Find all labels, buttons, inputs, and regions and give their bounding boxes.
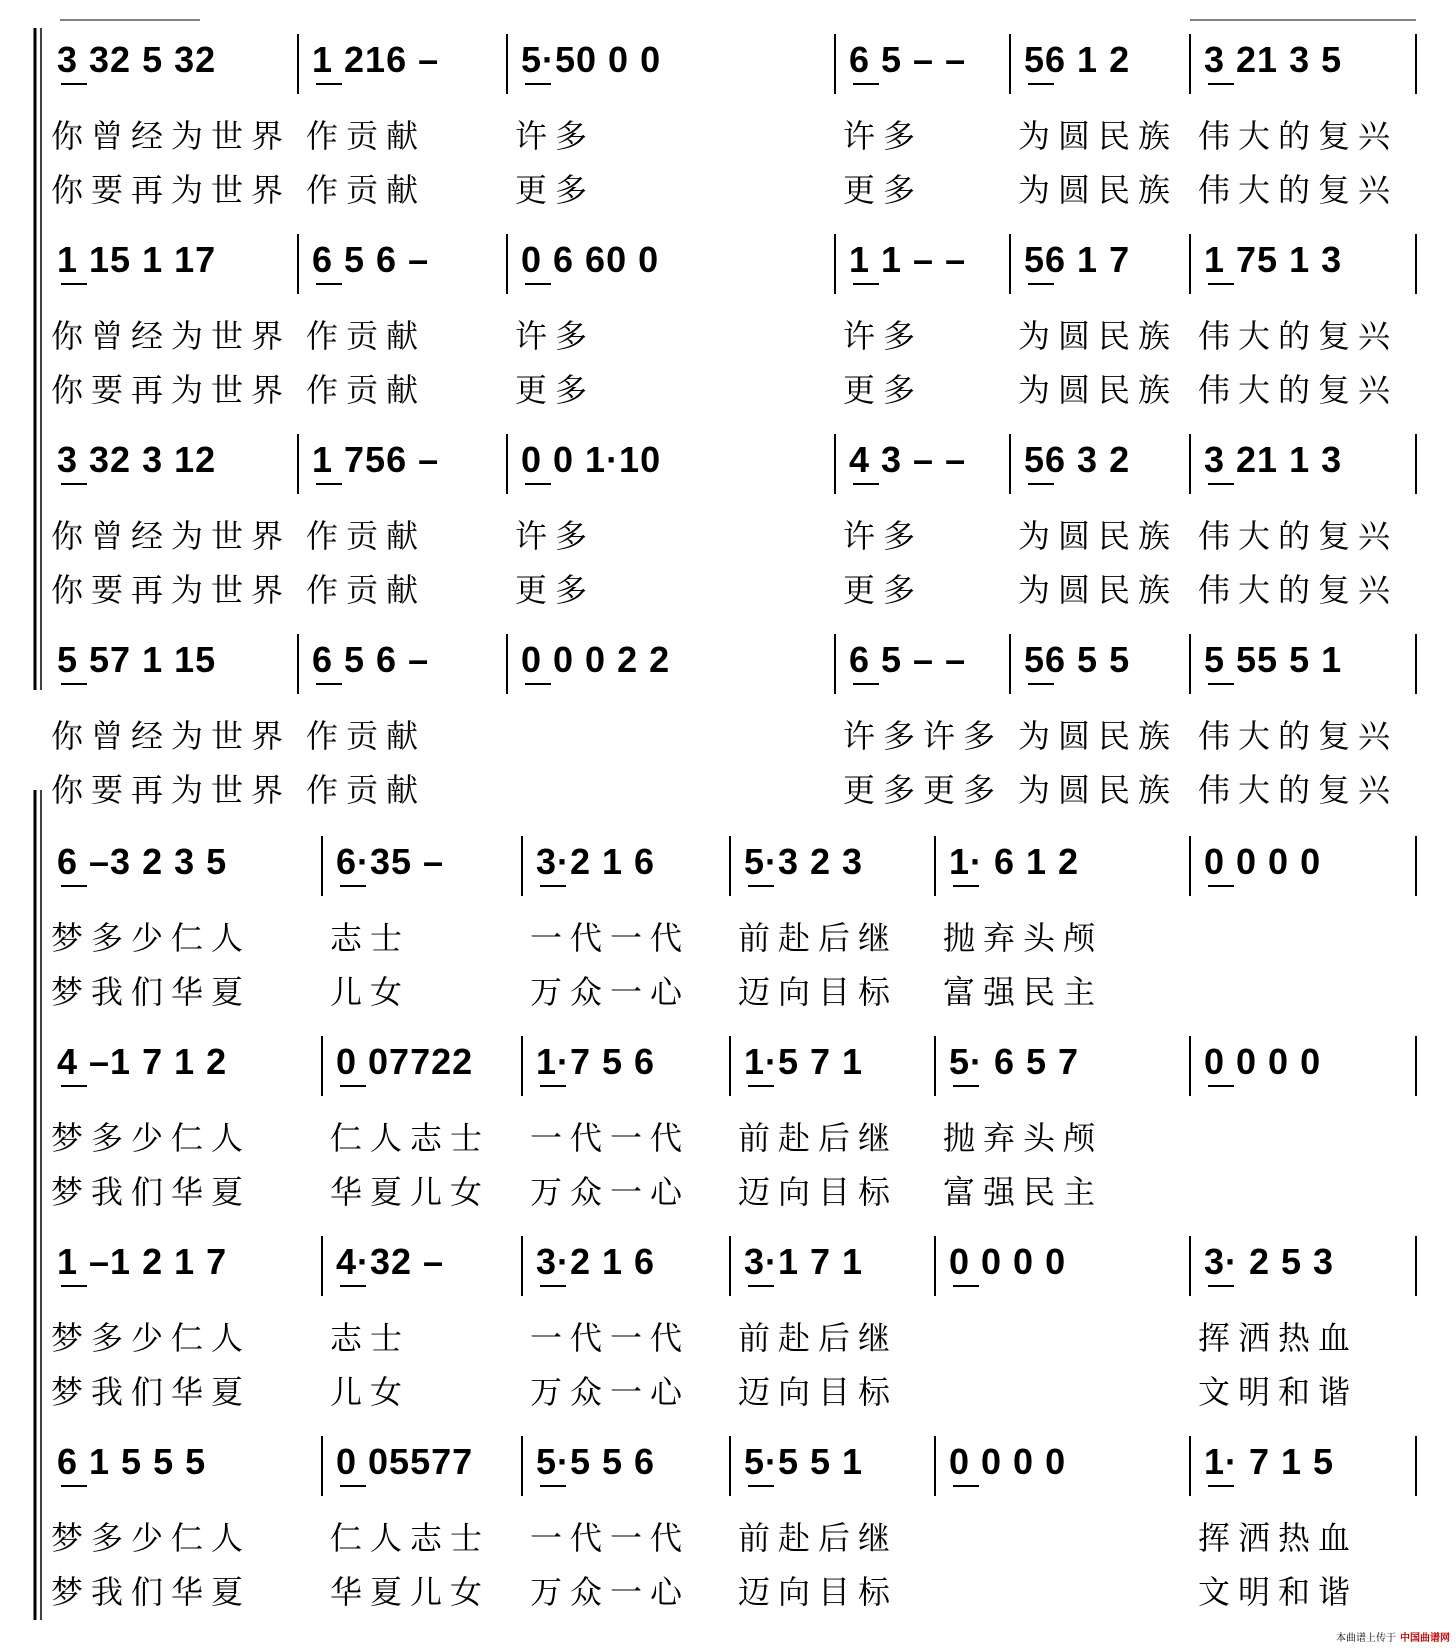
lyric-verse-1: 抛弃头颅	[943, 919, 1104, 957]
measure: 0 05577	[336, 1441, 474, 1482]
lyric-verse-1: 作贡献	[306, 117, 427, 155]
lyric-verse-2: 富强民主	[943, 1173, 1104, 1211]
lyric-verse-2: 作贡献	[306, 371, 427, 409]
lyric-verse-1: 许多	[515, 117, 596, 155]
measure: 1·7 5 6	[536, 1041, 656, 1082]
lyric-verse-2: 更多	[843, 171, 924, 209]
lyric-verse-2: 你要再为世界	[51, 571, 292, 609]
measure: 1 756 –	[312, 439, 440, 480]
measure: 5 55 5 1	[1204, 639, 1343, 680]
measure: 3·1 7 1	[744, 1241, 864, 1282]
lyric-verse-1: 梦多少仁人	[51, 1319, 252, 1357]
lyric-verse-1: 梦多少仁人	[51, 919, 252, 957]
lyric-verse-2: 华夏儿女	[330, 1173, 491, 1211]
lyric-verse-2: 迈向目标	[738, 1573, 899, 1611]
lyric-verse-2: 伟大的复兴	[1198, 371, 1399, 409]
measure: 1 –1 2 1 7	[57, 1241, 228, 1282]
lyric-verse-1: 一代一代	[530, 1519, 691, 1557]
lyric-verse-2: 梦我们华夏	[51, 1573, 252, 1611]
lyric-verse-1: 许多	[515, 317, 596, 355]
lyric-verse-1: 抛弃头颅	[943, 1119, 1104, 1157]
lyric-verse-1: 伟大的复兴	[1198, 517, 1399, 555]
lyric-verse-2: 文明和谐	[1198, 1573, 1359, 1611]
lyric-verse-1: 前赴后继	[738, 1519, 899, 1557]
measure: 6 5 6 –	[312, 639, 430, 680]
lyric-verse-1: 伟大的复兴	[1198, 717, 1399, 755]
measure: 6 5 6 –	[312, 239, 430, 280]
lyric-verse-2: 伟大的复兴	[1198, 771, 1399, 809]
measure: 0 0 0 0	[949, 1441, 1067, 1482]
lyric-verse-2: 迈向目标	[738, 973, 899, 1011]
lyric-verse-2: 更多	[843, 371, 924, 409]
site-logo: 中国曲谱网	[1400, 1633, 1450, 1644]
lyric-verse-1: 为圆民族	[1018, 117, 1179, 155]
measure: 6 5 – –	[849, 39, 967, 80]
lyric-verse-2: 华夏儿女	[330, 1573, 491, 1611]
lyric-verse-2: 作贡献	[306, 571, 427, 609]
measure: 0 0 0 0	[949, 1241, 1067, 1282]
measure: 3·2 1 6	[536, 841, 656, 882]
measure: 1·5 7 1	[744, 1041, 864, 1082]
lyric-verse-2: 万众一心	[530, 973, 691, 1011]
lyric-verse-2: 你要再为世界	[51, 771, 292, 809]
lyric-verse-1: 你曾经为世界	[51, 317, 292, 355]
measure: 5 57 1 15	[57, 639, 217, 680]
lyric-verse-1: 为圆民族	[1018, 517, 1179, 555]
lyric-verse-2: 迈向目标	[738, 1173, 899, 1211]
lyric-verse-1: 伟大的复兴	[1198, 117, 1399, 155]
measure: 56 1 7	[1024, 239, 1131, 280]
measure: 1 216 –	[312, 39, 440, 80]
measure: 5·5 5 1	[744, 1441, 864, 1482]
lyric-verse-2: 万众一心	[530, 1173, 691, 1211]
lyric-verse-1: 挥洒热血	[1198, 1319, 1359, 1357]
measure: 6 –3 2 3 5	[57, 841, 228, 882]
lyric-verse-1: 挥洒热血	[1198, 1519, 1359, 1557]
measure: 56 5 5	[1024, 639, 1131, 680]
lyric-verse-2: 为圆民族	[1018, 371, 1179, 409]
lyric-verse-2: 儿女	[330, 973, 411, 1011]
lyric-verse-2: 你要再为世界	[51, 171, 292, 209]
measure: 5·5 5 6	[536, 1441, 656, 1482]
lyric-verse-1: 你曾经为世界	[51, 517, 292, 555]
measure: 0 07722	[336, 1041, 474, 1082]
lyric-verse-2: 作贡献	[306, 171, 427, 209]
lyric-verse-2: 为圆民族	[1018, 571, 1179, 609]
lyric-verse-1: 伟大的复兴	[1198, 317, 1399, 355]
lyric-verse-2: 为圆民族	[1018, 171, 1179, 209]
lyric-verse-2: 儿女	[330, 1373, 411, 1411]
lyric-verse-1: 前赴后继	[738, 1119, 899, 1157]
measure: 0 0 0 0	[1204, 841, 1322, 882]
lyric-verse-2: 万众一心	[530, 1573, 691, 1611]
lyric-verse-1: 梦多少仁人	[51, 1519, 252, 1557]
lyric-verse-2: 富强民主	[943, 973, 1104, 1011]
lyric-verse-1: 为圆民族	[1018, 717, 1179, 755]
lyric-verse-2: 万众一心	[530, 1373, 691, 1411]
measure: 6 5 – –	[849, 639, 967, 680]
lyric-verse-1: 作贡献	[306, 717, 427, 755]
lyric-verse-1: 梦多少仁人	[51, 1119, 252, 1157]
lyric-verse-1: 你曾经为世界	[51, 717, 292, 755]
upload-credit	[1336, 1633, 1450, 1645]
measure: 3 32 3 12	[57, 439, 217, 480]
lyric-verse-2: 更多更多	[843, 771, 1004, 809]
measure: 5· 6 5 7	[949, 1041, 1080, 1082]
lyric-verse-2: 伟大的复兴	[1198, 571, 1399, 609]
measure: 1· 7 1 5	[1204, 1441, 1335, 1482]
lyric-verse-2: 梦我们华夏	[51, 1373, 252, 1411]
lyric-verse-2: 更多	[843, 571, 924, 609]
measure: 5·3 2 3	[744, 841, 864, 882]
measure: 0 6 60 0	[521, 239, 660, 280]
lyric-verse-1: 许多	[843, 317, 924, 355]
lyric-verse-2: 伟大的复兴	[1198, 171, 1399, 209]
lyric-verse-1: 一代一代	[530, 919, 691, 957]
measure: 6·35 –	[336, 841, 445, 882]
measure: 3·2 1 6	[536, 1241, 656, 1282]
measure: 1· 6 1 2	[949, 841, 1080, 882]
lyric-verse-1: 志士	[330, 919, 411, 957]
lyric-verse-1: 许多	[843, 117, 924, 155]
measure: 4·32 –	[336, 1241, 445, 1282]
lyric-verse-1: 为圆民族	[1018, 317, 1179, 355]
lyric-verse-1: 前赴后继	[738, 1319, 899, 1357]
measure: 6 1 5 5 5	[57, 1441, 207, 1482]
measure: 1 75 1 3	[1204, 239, 1343, 280]
lyric-verse-2: 更多	[515, 371, 596, 409]
lyric-verse-2: 更多	[515, 571, 596, 609]
lyric-verse-1: 一代一代	[530, 1119, 691, 1157]
measure: 4 –1 7 1 2	[57, 1041, 228, 1082]
measure: 56 1 2	[1024, 39, 1131, 80]
lyric-verse-2: 文明和谐	[1198, 1373, 1359, 1411]
measure: 4 3 – –	[849, 439, 967, 480]
lyric-verse-1: 仁人志士	[330, 1519, 491, 1557]
lyric-verse-1: 作贡献	[306, 517, 427, 555]
lyric-verse-2: 梦我们华夏	[51, 1173, 252, 1211]
lyric-verse-1: 许多	[843, 517, 924, 555]
measure: 1 1 – –	[849, 239, 967, 280]
measure: 3 32 5 32	[57, 39, 217, 80]
measure: 0 0 0 0	[1204, 1041, 1322, 1082]
measure: 3 21 1 3	[1204, 439, 1343, 480]
measure: 5·50 0 0	[521, 39, 662, 80]
measure: 1 15 1 17	[57, 239, 217, 280]
lyric-verse-2: 更多	[515, 171, 596, 209]
credit-text: 本曲谱上传于	[1336, 1633, 1396, 1644]
lyric-verse-1: 仁人志士	[330, 1119, 491, 1157]
measure: 0 0 0 2 2	[521, 639, 671, 680]
measure: 3· 2 5 3	[1204, 1241, 1335, 1282]
lyric-verse-2: 梦我们华夏	[51, 973, 252, 1011]
lyric-verse-2: 你要再为世界	[51, 371, 292, 409]
lyric-verse-1: 前赴后继	[738, 919, 899, 957]
lyric-verse-1: 你曾经为世界	[51, 117, 292, 155]
lyric-verse-1: 许多许多	[843, 717, 1004, 755]
lyric-verse-2: 作贡献	[306, 771, 427, 809]
lyric-verse-1: 志士	[330, 1319, 411, 1357]
measure: 3 21 3 5	[1204, 39, 1343, 80]
measure: 0 0 1·10	[521, 439, 662, 480]
lyric-verse-1: 一代一代	[530, 1319, 691, 1357]
lyric-verse-2: 为圆民族	[1018, 771, 1179, 809]
lyric-verse-2: 迈向目标	[738, 1373, 899, 1411]
measure: 56 3 2	[1024, 439, 1131, 480]
lyric-verse-1: 作贡献	[306, 317, 427, 355]
lyric-verse-1: 许多	[515, 517, 596, 555]
